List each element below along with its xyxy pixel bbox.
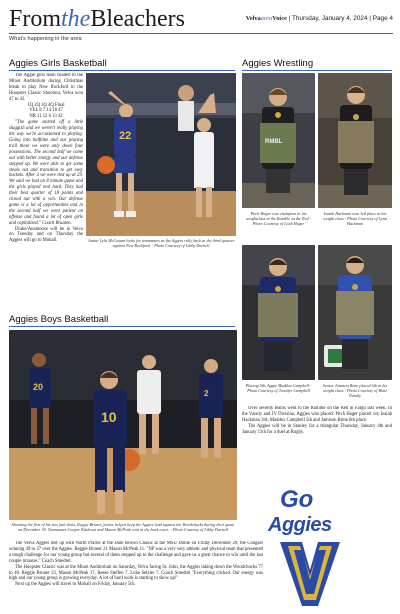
boys-paragraph: Next up the Aggies will travel to Mohall on Friday, January 5th. <box>15 582 136 588</box>
girls-quote: "The game started off a little sluggish and we weren't really playing the way we're accustomed to playing. Going into halftime and our playing trail these we were only down four possessions. The second half we came out with better energy and our defense stepped up. We were able to get some steals out and transition to get easy buckets. After 3 we were tied up at 29. We said we had an 8 minute game and the girls played real hard. They had their best quarter of 18 points and closed out with a win. Our defense game is a lot of opportunities and in the second half we went patient on offense and found a lot of open girls and capitalized." Coach Bruaten. <box>9 120 83 226</box>
wrestling-article <box>242 406 392 466</box>
wrestling-photo-hager <box>242 73 315 208</box>
girls-paragraph: The Aggie girls team headed to the Minot Auditorium during Christmas break to play New Rockford in the Hoopster Classic Shootout. Velva won 47 to 42. <box>9 73 83 102</box>
boys-paragraph: The Hoopster Classic was at the Minot Auditorium on Saturday, Velva facing St. John, the Aggies taking down the Woodchucks 77 to 40. Reggie Bruner 33, Mason McPeak 17, Reese Steffen 7, Luke Selzler 7. Coach Smedrel "Everything clicked. Our energy was high and our young group is growing everyday. A lot of hard work is starting to show up!" <box>9 564 263 582</box>
girls-score-row: VEL 8 7 14 18 47 <box>29 108 63 114</box>
wrestling-caption-hackman: Isaiah Hackman won 3rd place in his weight class - Photo Courtesy of Lynn Hackman <box>323 211 387 227</box>
wrestling-photo-campbell <box>242 245 315 380</box>
wrestling-caption-campbell: Placing 5th, Aggie Maddox Campbell - Photo Courtesy of Jennifer Campbell <box>245 383 312 394</box>
wrestling-heading: Aggies Wrestling <box>242 58 314 69</box>
boys-photo-caption: Shooting the first of his two foul shots, Reggie Bruner, junior, helped keep the Aggies lead against the Woodchucks during their game on December 30. Teammates Cooper Kittleson and Mason McPeak wait in the back court. - Photo Courtesy of Libby Darnell <box>11 522 235 533</box>
logo-go-text: Go <box>280 486 314 513</box>
logo-aggies-text: Aggies <box>268 514 332 536</box>
wrestling-heading-rule <box>242 70 392 71</box>
masthead <box>9 6 393 40</box>
masthead-subtitle: What's happening in the area <box>9 36 82 42</box>
wrestling-caption-rime: Senior Jamison Rime placed 6th in his weight class - Photo Courtesy of Rime Family <box>322 383 388 399</box>
title-the: the <box>61 6 91 32</box>
page-section-title <box>9 6 185 32</box>
girls-jersey-number: 22 <box>119 130 132 142</box>
wrestling-photo-rime <box>318 245 392 380</box>
girls-paragraph: Drake/Anamoose will be in Velva on Tuesday and on Thursday the Aggies will go to Mohall. <box>9 226 83 244</box>
masthead-info <box>246 15 393 22</box>
girls-article <box>9 73 83 268</box>
boys-jersey-number: 10 <box>101 409 117 425</box>
girls-score-row: NR 11 12 6 13 42 <box>29 114 63 120</box>
boys-basketball-photo <box>9 330 237 520</box>
boys-heading-rule <box>9 326 235 327</box>
logo-v-emblem <box>278 540 342 608</box>
issue-date: | Thursday, January 4, 2024 | Page 4 <box>288 15 393 22</box>
go-aggies-logo <box>268 480 352 610</box>
wrestling-paragraph: The Aggies will be in Stanley for a triangular Thursday, January 4th and January 11th for a duel at Rugby. <box>242 423 392 435</box>
wrestling-photo-hackman <box>318 73 392 208</box>
svg-text:RMBL: RMBL <box>265 139 283 145</box>
girls-photo-caption: Junior Lyla McCusam looks for teammates as the Aggies rally back in the third quarter against New Rockford. - Photo Courtesy of Libby Darnell <box>87 238 235 249</box>
boys-basketball-heading: Aggies Boys Basketball <box>9 314 109 325</box>
boys-paragraph: The Velva Aggies met up with North Prairie at the Dale Brown Classic at the MSU Dome on Friday December 29, the Cougars winning 49 to 37 over the Aggies. Reggie Bruner 21 Mason McPeak 11. "NP was a very very athletic and physical team that presented a tough challenge for our young group but several of them stepped up to the challenge and gave us a great chance to win until the last couple minutes." Coach Smedrel. <box>9 541 263 564</box>
title-from: From <box>9 6 62 32</box>
svg-text:2: 2 <box>204 389 209 398</box>
girls-score-row: 1Q 2Q 3Q 4Q Final <box>27 102 65 108</box>
wrestling-caption-hager: Pitch Hager was champion in his weightclass at the Rumble on the Red - Photo Courtesy of Leah Hager <box>245 211 312 227</box>
boys-article <box>9 541 263 611</box>
svg-text:20: 20 <box>33 382 44 392</box>
girls-heading-rule <box>9 70 235 71</box>
paper-name: VelvaareaVoice <box>245 15 287 22</box>
wrestling-paragraph: Over seventy teams went to the Rumble on the Red in Fargo last week. In the Varsity and JV Division, Aggies who placed: Pitch Hager placed 1st; Isaiah Hackman 3rd; Maddox Campbell 5th and Jamison Rime 6th place. <box>242 406 392 423</box>
girls-basketball-heading: Aggies Girls Basketball <box>9 58 107 69</box>
girls-basketball-photo <box>86 73 236 236</box>
title-bleachers: Bleachers <box>90 6 185 32</box>
masthead-rule <box>9 33 393 34</box>
